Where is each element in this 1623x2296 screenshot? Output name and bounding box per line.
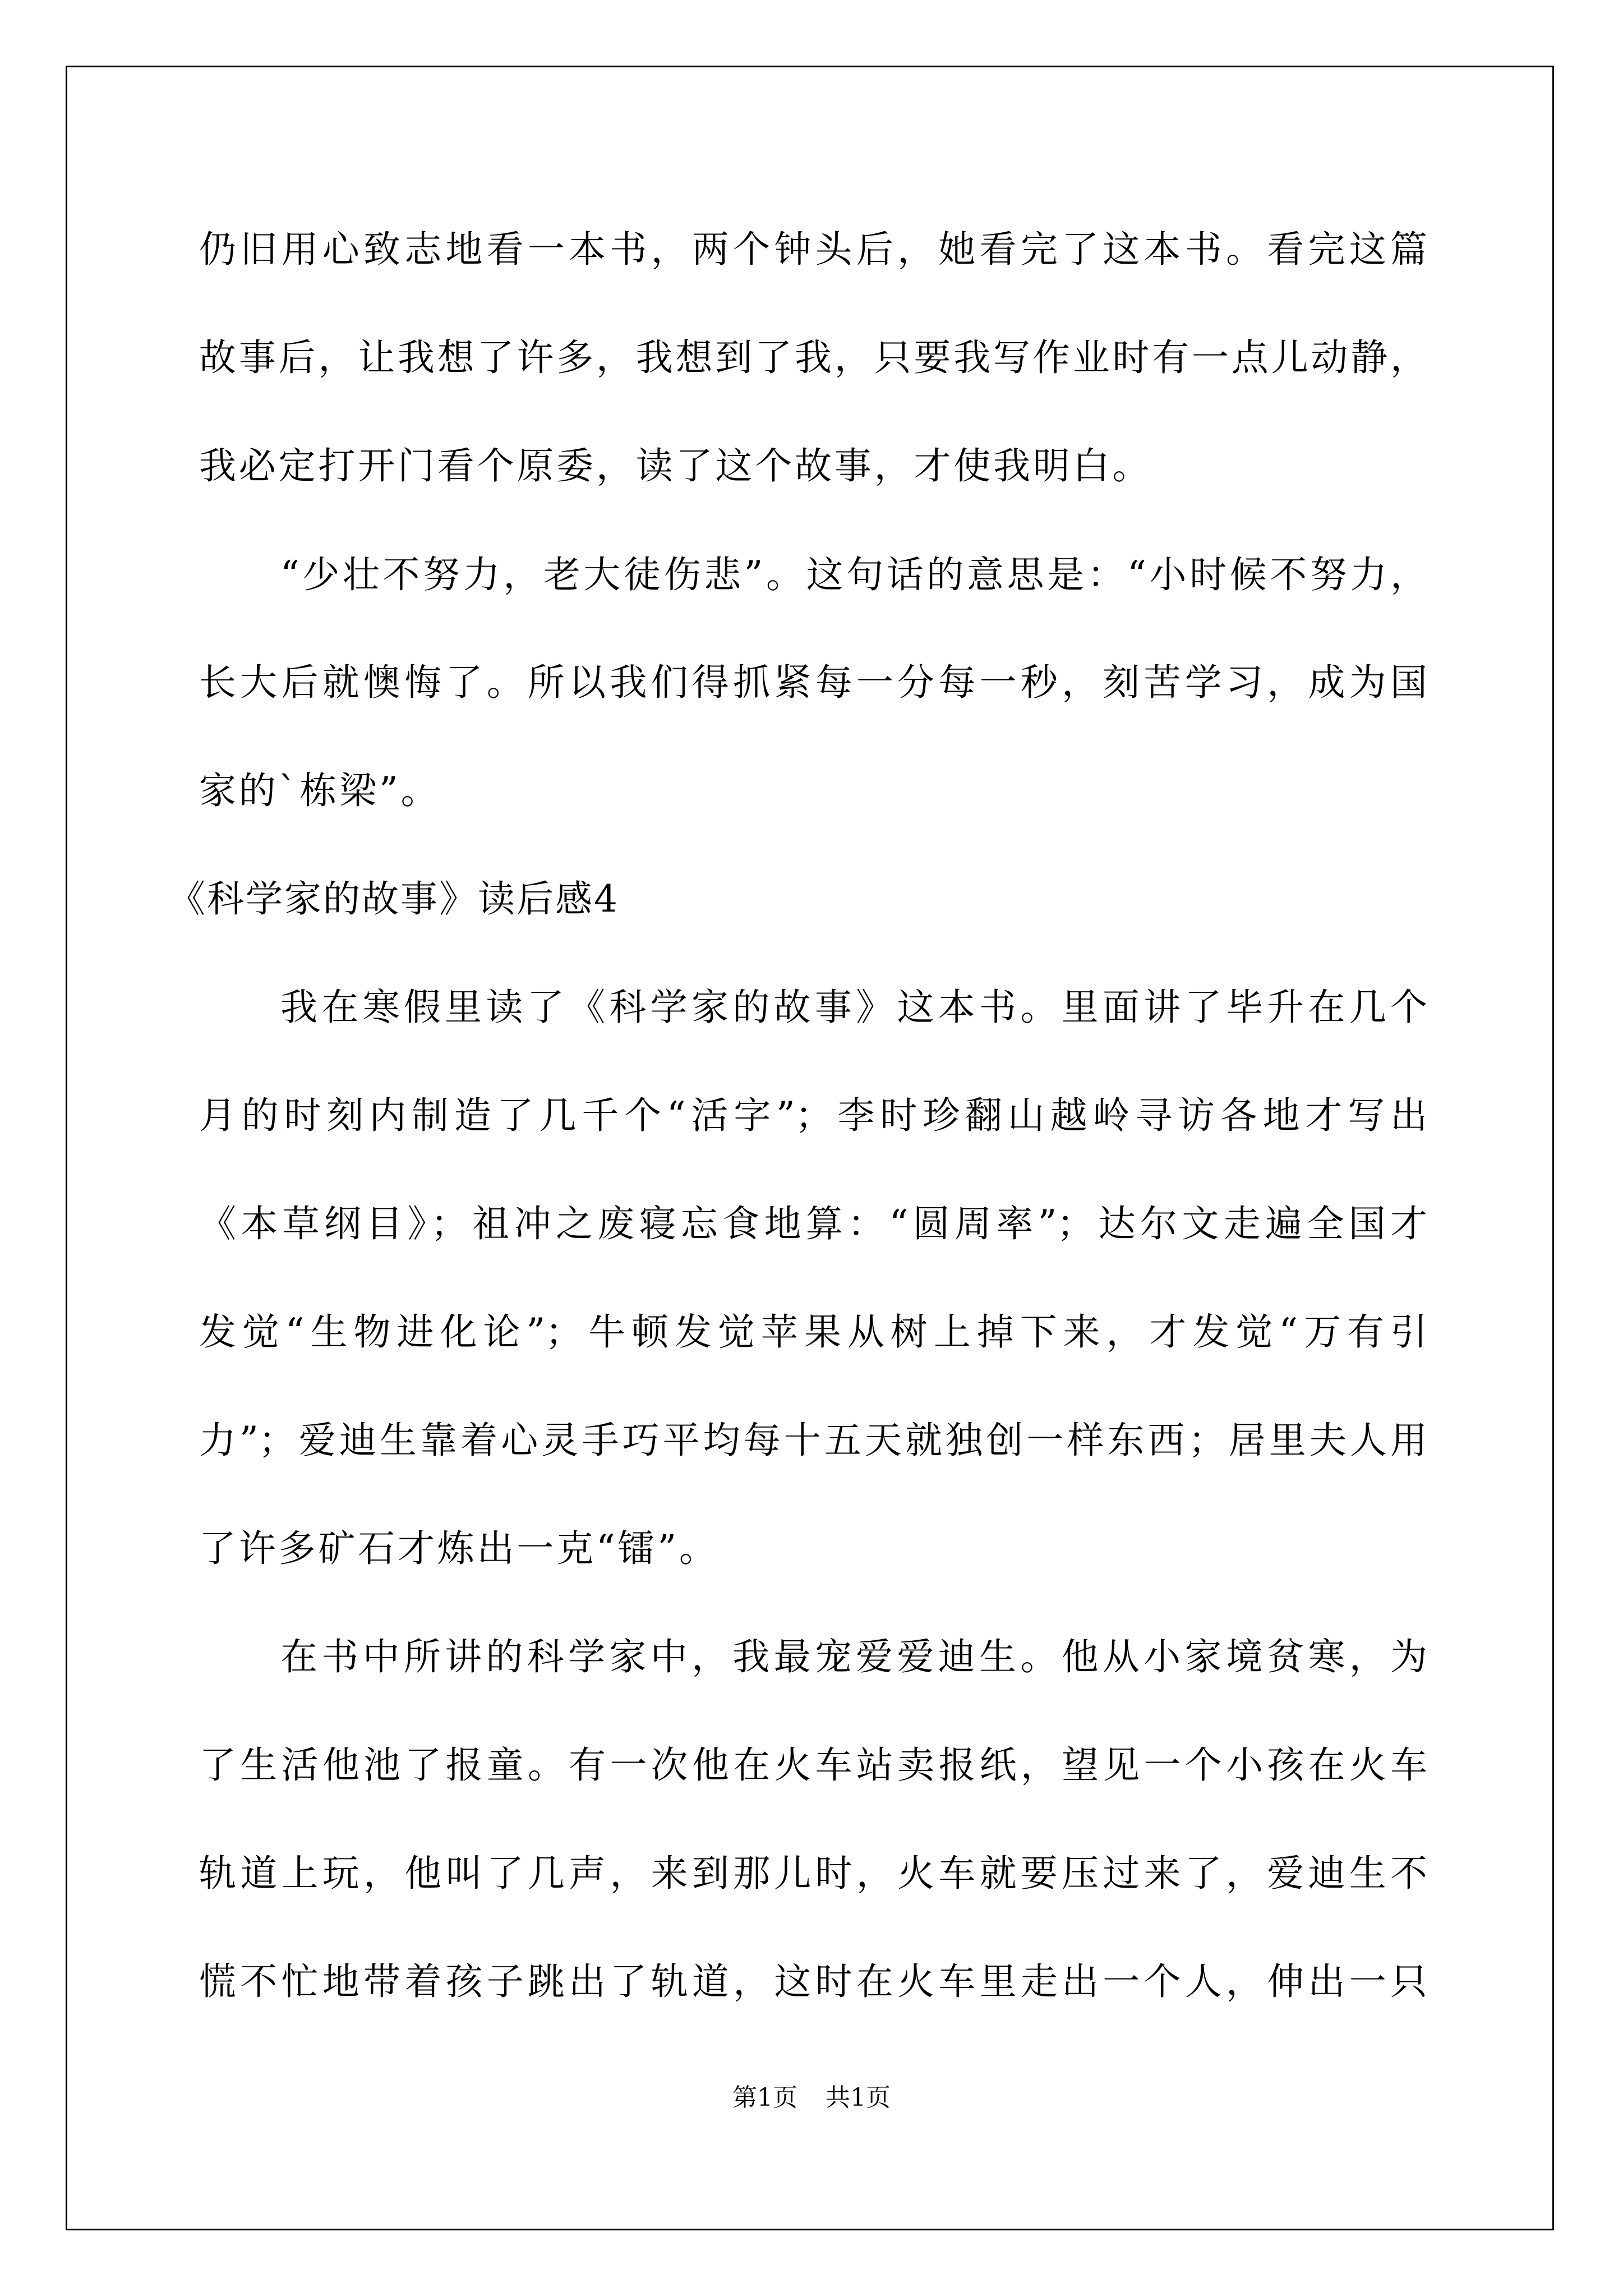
paragraph-line: 发觉“生物进化论”；牛顿发觉苹果从树上掉下来，才发觉“万有引 [199, 1310, 1427, 1354]
paragraph-line: “少壮不努力，老大徒伤悲”。这句话的意思是：“小时候不努力， [280, 553, 1427, 596]
paragraph-line: 力”；爱迪生靠着心灵手巧平均每十五天就独创一样东西；居里夫人用 [199, 1419, 1427, 1462]
paragraph-line: 了生活他池了报童。有一次他在火车站卖报纸，望见一个小孩在火车 [199, 1743, 1427, 1787]
section-heading: 《科学家的故事》读后感4 [168, 877, 619, 921]
paragraph-line: 了许多矿石才炼出一克“镭”。 [199, 1527, 719, 1570]
paragraph-line: 月的时刻内制造了几千个“活字”；李时珍翻山越岭寻访各地才写出 [199, 1094, 1427, 1137]
page-footer [0, 2082, 1623, 2114]
paragraph-line: 《本草纲目》；祖冲之废寝忘食地算：“圆周率”；达尔文走遍全国才 [199, 1202, 1427, 1245]
paragraph-line: 仍旧用心致志地看一本书，两个钟头后，她看完了这本书。看完这篇 [199, 228, 1427, 271]
paragraph-line: 在书中所讲的科学家中，我最宠爱爱迪生。他从小家境贫寒，为 [280, 1635, 1427, 1678]
page-number: 第1页 [732, 2083, 797, 2112]
paragraph-line: 慌不忙地带着孩子跳出了轨道，这时在火车里走出一个人，伸出一只 [199, 1960, 1427, 2003]
paragraph-line: 长大后就懊悔了。所以我们得抓紧每一分每一秒，刻苦学习，成为国 [199, 661, 1427, 704]
paragraph-line: 我在寒假里读了《科学家的故事》这本书。里面讲了毕升在几个 [280, 986, 1427, 1029]
paragraph-line: 我必定打开门看个原委，读了这个故事，才使我明白。 [199, 444, 1152, 487]
page-border [66, 66, 1554, 2230]
paragraph-line: 家的`栋梁”。 [199, 769, 441, 812]
page-total: 共1页 [826, 2083, 891, 2112]
paragraph-line: 轨道上玩，他叫了几声，来到那儿时，火车就要压过来了，爱迪生不 [199, 1852, 1427, 1895]
paragraph-line: 故事后，让我想了许多，我想到了我，只要我写作业时有一点儿动静， [199, 336, 1427, 379]
